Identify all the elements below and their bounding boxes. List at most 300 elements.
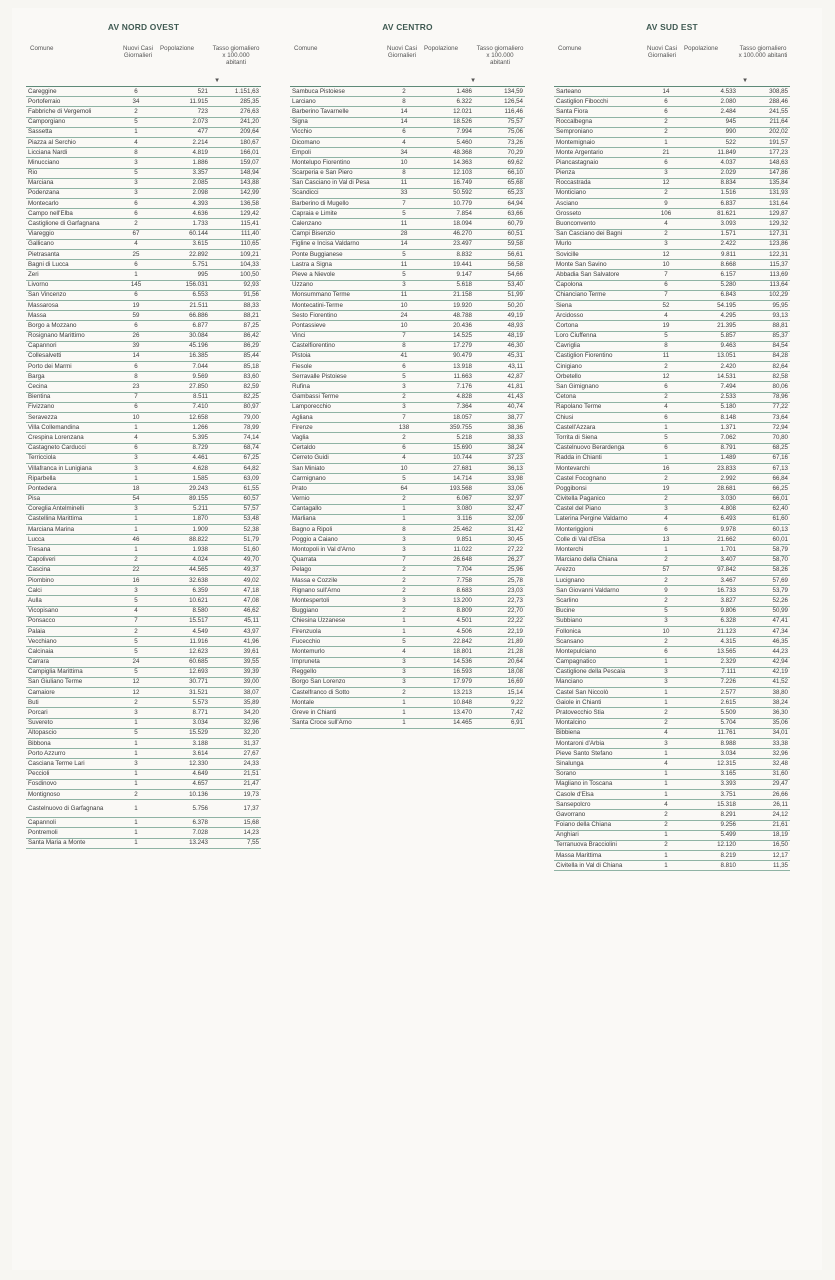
table-row [26, 443, 261, 453]
table-header [290, 40, 525, 87]
table-row [290, 616, 525, 626]
cell-nuovi-casi: 2 [386, 576, 422, 586]
table-row [554, 372, 790, 382]
cell-comune: Castelfranco di Sotto [290, 688, 386, 698]
cell-tasso: 67,13 [738, 463, 790, 473]
cell-tasso: 159,07 [210, 158, 261, 168]
table-row [290, 606, 525, 616]
cell-comune: Terricciola [26, 453, 114, 463]
cell-popolazione: 8.791 [686, 443, 738, 453]
col-tasso[interactable]: Tasso giornaliero x 100.000 abitanti [476, 45, 524, 66]
cell-nuovi-casi: 2 [646, 637, 686, 647]
table-row [26, 769, 261, 779]
cell-tasso: 122,31 [738, 250, 790, 260]
cell-nuovi-casi: 19 [646, 484, 686, 494]
cell-popolazione: 48.788 [422, 311, 474, 321]
cell-tasso: 59,58 [474, 239, 525, 249]
cell-nuovi-casi: 12 [646, 250, 686, 260]
table-row [290, 178, 525, 188]
cell-nuovi-casi: 1 [646, 779, 686, 789]
cell-popolazione: 7.111 [686, 667, 738, 677]
cell-tasso: 51,60 [210, 545, 261, 555]
cell-comune: Roccalbegna [554, 117, 646, 127]
cell-nuovi-casi: 2 [386, 586, 422, 596]
cell-nuovi-casi: 14 [386, 117, 422, 127]
cell-nuovi-casi: 5 [386, 270, 422, 280]
table-row [290, 596, 525, 606]
cell-popolazione: 990 [686, 127, 738, 137]
table-row [554, 586, 790, 596]
cell-comune: Santa Croce sull'Arno [290, 718, 386, 728]
table-row [554, 311, 790, 321]
cell-nuovi-casi: 18 [114, 484, 158, 494]
col-tasso[interactable]: Tasso giornaliero x 100.000 abitanti [738, 45, 788, 59]
table-row [554, 178, 790, 188]
table-row [554, 474, 790, 484]
table-row [554, 453, 790, 463]
cell-tasso: 58,26 [738, 565, 790, 575]
cell-tasso: 51,99 [474, 290, 525, 300]
cell-nuovi-casi: 4 [646, 759, 686, 769]
table-row [26, 759, 261, 769]
cell-nuovi-casi: 5 [646, 433, 686, 443]
cell-tasso: 38,33 [474, 433, 525, 443]
cell-tasso: 32,47 [474, 504, 525, 514]
cell-popolazione: 31.521 [158, 688, 210, 698]
col-popolazione[interactable]: Popolazione [160, 45, 195, 52]
panel-av-sud-est [554, 22, 790, 871]
cell-comune: Zeri [26, 270, 114, 280]
cell-comune: Porcari [26, 708, 114, 718]
cell-popolazione: 14.714 [422, 474, 474, 484]
cell-nuovi-casi: 2 [386, 494, 422, 504]
cell-comune: Gambassi Terme [290, 392, 386, 402]
cell-comune: Grosseto [554, 209, 646, 219]
cell-nuovi-casi: 34 [386, 148, 422, 158]
cell-tasso: 9,22 [474, 698, 525, 708]
cell-tasso: 191,57 [738, 137, 790, 147]
cell-popolazione: 22.842 [422, 637, 474, 647]
cell-popolazione: 10.621 [158, 596, 210, 606]
cell-popolazione: 3.467 [686, 576, 738, 586]
cell-popolazione: 11.761 [686, 728, 738, 738]
cell-popolazione: 60.685 [158, 657, 210, 667]
cell-nuovi-casi: 3 [386, 402, 422, 412]
cell-tasso: 209,64 [210, 127, 261, 137]
cell-nuovi-casi: 5 [386, 637, 422, 647]
cell-nuovi-casi: 3 [114, 759, 158, 769]
cell-tasso: 60,51 [474, 229, 525, 239]
cell-nuovi-casi: 2 [646, 820, 686, 830]
cell-tasso: 74,14 [210, 433, 261, 443]
table-row [26, 402, 261, 412]
cell-comune: San Giuliano Terme [26, 677, 114, 687]
cell-tasso: 7,55 [210, 838, 261, 848]
cell-comune: Cetona [554, 392, 646, 402]
cell-nuovi-casi: 14 [386, 107, 422, 117]
cell-nuovi-casi: 7 [646, 290, 686, 300]
cell-comune: Abbadia San Salvatore [554, 270, 646, 280]
cell-popolazione: 8.834 [686, 178, 738, 188]
cell-nuovi-casi: 6 [646, 97, 686, 107]
cell-popolazione: 21.662 [686, 535, 738, 545]
table-row [290, 688, 525, 698]
cell-tasso: 73,26 [474, 137, 525, 147]
cell-nuovi-casi: 5 [646, 606, 686, 616]
cell-comune: Pelago [290, 565, 386, 575]
table-row [554, 565, 790, 575]
cell-comune: Cortona [554, 321, 646, 331]
cell-nuovi-casi: 7 [114, 392, 158, 402]
table-row [290, 586, 525, 596]
cell-nuovi-casi: 1 [386, 718, 422, 728]
col-comune[interactable]: Comune [294, 45, 318, 52]
cell-popolazione: 12.103 [422, 168, 474, 178]
cell-nuovi-casi: 4 [386, 453, 422, 463]
col-popolazione[interactable]: Popolazione [424, 45, 459, 52]
cell-nuovi-casi: 1 [646, 545, 686, 555]
sort-desc-icon[interactable]: ▼ [470, 77, 477, 84]
cell-comune: Scarperia e San Piero [290, 168, 386, 178]
cell-tasso: 53,48 [210, 514, 261, 524]
cell-comune: Sansepolcro [554, 800, 646, 810]
cell-popolazione: 18.801 [422, 647, 474, 657]
cell-popolazione: 89.155 [158, 494, 210, 504]
table-row [26, 362, 261, 372]
cell-popolazione: 3.188 [158, 739, 210, 749]
cell-comune: Poggio a Caiano [290, 535, 386, 545]
cell-comune: Firenze [290, 423, 386, 433]
cell-nuovi-casi: 5 [114, 647, 158, 657]
cell-tasso: 20,64 [474, 657, 525, 667]
cell-comune: San Miniato [290, 463, 386, 473]
cell-nuovi-casi: 6 [114, 402, 158, 412]
cell-nuovi-casi: 2 [646, 555, 686, 565]
cell-nuovi-casi: 5 [386, 474, 422, 484]
table-row [554, 749, 790, 759]
cell-tasso: 25,96 [474, 565, 525, 575]
cell-popolazione: 13.243 [158, 838, 210, 848]
cell-tasso: 41,81 [474, 382, 525, 392]
cell-nuovi-casi: 4 [114, 606, 158, 616]
table-row [26, 107, 261, 117]
cell-tasso: 62,40 [738, 504, 790, 514]
cell-comune: Villa Collemandina [26, 423, 114, 433]
cell-nuovi-casi: 145 [114, 280, 158, 290]
table-row [26, 331, 261, 341]
cell-comune: Montemurlo [290, 647, 386, 657]
cell-comune: Scarlino [554, 596, 646, 606]
table-row [290, 219, 525, 229]
col-tasso[interactable]: Tasso giornaliero x 100.000 abitanti [212, 45, 260, 66]
cell-nuovi-casi: 2 [386, 688, 422, 698]
cell-popolazione: 18.094 [422, 219, 474, 229]
cell-comune: Reggello [290, 667, 386, 677]
cell-comune: Castel del Piano [554, 504, 646, 514]
cell-tasso: 39,55 [210, 657, 261, 667]
table-row [554, 280, 790, 290]
cell-comune: Poggibonsi [554, 484, 646, 494]
cell-popolazione: 11.022 [422, 545, 474, 555]
cell-nuovi-casi: 5 [114, 728, 158, 738]
cell-comune: Pratovecchio Stia [554, 708, 646, 718]
cell-comune: Arcidosso [554, 311, 646, 321]
cell-tasso: 32,20 [210, 728, 261, 738]
cell-comune: Prato [290, 484, 386, 494]
cell-comune: Anghiari [554, 830, 646, 840]
table-row [554, 769, 790, 779]
cell-tasso: 68,74 [210, 443, 261, 453]
cell-comune: Montecarlo [26, 199, 114, 209]
cell-tasso: 241,55 [738, 107, 790, 117]
cell-popolazione: 12.021 [422, 107, 474, 117]
cell-comune: Scansano [554, 637, 646, 647]
cell-comune: Marciana [26, 178, 114, 188]
cell-comune: Montemignaio [554, 137, 646, 147]
cell-tasso: 33,38 [738, 739, 790, 749]
cell-nuovi-casi: 5 [114, 596, 158, 606]
cell-comune: Foiano della Chiana [554, 820, 646, 830]
cell-comune: Certaldo [290, 443, 386, 453]
table-row [26, 677, 261, 687]
table-row [290, 576, 525, 586]
cell-nuovi-casi: 6 [386, 362, 422, 372]
table-row [554, 97, 790, 107]
cell-tasso: 26,66 [738, 789, 790, 799]
cell-comune: Buti [26, 698, 114, 708]
cell-comune: San Vincenzo [26, 290, 114, 300]
cell-tasso: 80,06 [738, 382, 790, 392]
table-row [26, 219, 261, 229]
cell-tasso: 27,67 [210, 749, 261, 759]
panel-av-nord-ovest [26, 22, 261, 849]
cell-comune: Bagni di Lucca [26, 260, 114, 270]
cell-comune: Villafranca in Lunigiana [26, 463, 114, 473]
table-row [290, 148, 525, 158]
cell-nuovi-casi: 24 [114, 657, 158, 667]
table-row [554, 596, 790, 606]
cell-tasso: 116,46 [474, 107, 525, 117]
cell-nuovi-casi: 41 [386, 351, 422, 361]
table-row [554, 484, 790, 494]
cell-popolazione: 723 [158, 107, 210, 117]
cell-popolazione: 522 [686, 137, 738, 147]
cell-comune: Siena [554, 300, 646, 310]
cell-nuovi-casi: 7 [386, 331, 422, 341]
col-nuovi-casi[interactable]: Nuovi Casi Giornalieri [647, 45, 677, 59]
data-table [26, 87, 261, 849]
table-row [26, 137, 261, 147]
cell-comune: Castiglione di Garfagnana [26, 219, 114, 229]
cell-nuovi-casi: 54 [114, 494, 158, 504]
table-row [26, 728, 261, 738]
table-row [554, 117, 790, 127]
cell-tasso: 26,27 [474, 555, 525, 565]
cell-tasso: 33,06 [474, 484, 525, 494]
cell-tasso: 38,77 [474, 413, 525, 423]
cell-nuovi-casi: 2 [646, 229, 686, 239]
cell-comune: Lucignano [554, 576, 646, 586]
table-row [554, 290, 790, 300]
table-row [554, 413, 790, 423]
sort-desc-icon[interactable]: ▼ [742, 77, 749, 84]
cell-nuovi-casi: 7 [386, 413, 422, 423]
table-header [26, 40, 261, 87]
col-comune[interactable]: Comune [30, 45, 54, 52]
cell-comune: Piombino [26, 576, 114, 586]
cell-popolazione: 5.857 [686, 331, 738, 341]
cell-popolazione: 8.291 [686, 810, 738, 820]
cell-comune: Signa [290, 117, 386, 127]
cell-popolazione: 6.322 [422, 97, 474, 107]
cell-nuovi-casi: 138 [386, 423, 422, 433]
cell-nuovi-casi: 6 [114, 199, 158, 209]
cell-nuovi-casi: 5 [114, 637, 158, 647]
cell-comune: Montevarchi [554, 463, 646, 473]
cell-tasso: 46,30 [474, 341, 525, 351]
cell-nuovi-casi: 1 [386, 504, 422, 514]
cell-tasso: 1.151,63 [210, 87, 261, 97]
cell-comune: Greve in Chianti [290, 708, 386, 718]
cell-comune: Montopoli in Val d'Arno [290, 545, 386, 555]
cell-popolazione: 3.614 [158, 749, 210, 759]
cell-comune: Altopascio [26, 728, 114, 738]
table-row [26, 239, 261, 249]
cell-popolazione: 14.536 [422, 657, 474, 667]
table-row [26, 647, 261, 657]
cell-tasso: 80,97 [210, 402, 261, 412]
cell-popolazione: 8.148 [686, 413, 738, 423]
cell-tasso: 126,54 [474, 97, 525, 107]
table-row [554, 168, 790, 178]
table-row [26, 321, 261, 331]
cell-popolazione: 10.136 [158, 789, 210, 799]
cell-nuovi-casi: 1 [646, 749, 686, 759]
cell-nuovi-casi: 8 [386, 525, 422, 535]
table-row [26, 667, 261, 677]
cell-comune: Aulla [26, 596, 114, 606]
cell-nuovi-casi: 1 [646, 861, 686, 871]
table-row [290, 525, 525, 535]
cell-popolazione: 2.484 [686, 107, 738, 117]
table-row [554, 820, 790, 830]
col-nuovi-casi[interactable]: Nuovi Casi Giornalieri [123, 45, 153, 59]
cell-comune: Fivizzano [26, 402, 114, 412]
cell-popolazione: 46.270 [422, 229, 474, 239]
table-row [290, 637, 525, 647]
cell-popolazione: 9.811 [686, 250, 738, 260]
cell-popolazione: 90.479 [422, 351, 474, 361]
table-header [554, 40, 790, 87]
cell-tasso: 6,91 [474, 718, 525, 728]
cell-popolazione: 4.037 [686, 158, 738, 168]
cell-popolazione: 7.410 [158, 402, 210, 412]
cell-popolazione: 7.044 [158, 362, 210, 372]
cell-popolazione: 10.848 [422, 698, 474, 708]
cell-popolazione: 21.123 [686, 626, 738, 636]
col-popolazione[interactable]: Popolazione [684, 45, 719, 52]
cell-comune: Gaiole in Chianti [554, 698, 646, 708]
cell-tasso: 109,21 [210, 250, 261, 260]
cell-comune: Campiglia Marittima [26, 667, 114, 677]
cell-tasso: 15,14 [474, 688, 525, 698]
cell-comune: Orbetello [554, 372, 646, 382]
table-row [290, 351, 525, 361]
cell-comune: Cantagallo [290, 504, 386, 514]
sort-desc-icon[interactable]: ▼ [214, 77, 221, 84]
cell-tasso: 36,30 [738, 708, 790, 718]
cell-tasso: 32,09 [474, 514, 525, 524]
cell-nuovi-casi: 23 [114, 382, 158, 392]
cell-nuovi-casi: 1 [646, 698, 686, 708]
cell-popolazione: 4.649 [158, 769, 210, 779]
table-row [554, 341, 790, 351]
cell-popolazione: 6.493 [686, 514, 738, 524]
cell-comune: Suvereto [26, 718, 114, 728]
cell-tasso: 82,64 [738, 362, 790, 372]
cell-nuovi-casi: 1 [646, 453, 686, 463]
cell-tasso: 68,25 [738, 443, 790, 453]
cell-popolazione: 5.499 [686, 830, 738, 840]
cell-tasso: 211,64 [738, 117, 790, 127]
cell-comune: Impruneta [290, 657, 386, 667]
cell-popolazione: 1.585 [158, 474, 210, 484]
table-row [290, 698, 525, 708]
cell-tasso: 134,59 [474, 87, 525, 97]
cell-popolazione: 15.529 [158, 728, 210, 738]
table-row [290, 239, 525, 249]
table-row [554, 728, 790, 738]
cell-comune: Minucciano [26, 158, 114, 168]
table-row [290, 484, 525, 494]
cell-tasso: 36,13 [474, 463, 525, 473]
cell-nuovi-casi: 3 [386, 677, 422, 687]
cell-popolazione: 28.681 [686, 484, 738, 494]
cell-comune: Massa e Cozzile [290, 576, 386, 586]
cell-tasso: 32,48 [738, 759, 790, 769]
cell-nuovi-casi: 3 [386, 657, 422, 667]
table-row [290, 290, 525, 300]
cell-nuovi-casi: 16 [646, 463, 686, 473]
col-comune[interactable]: Comune [558, 45, 582, 52]
cell-tasso: 25,78 [474, 576, 525, 586]
cell-popolazione: 5.280 [686, 280, 738, 290]
cell-nuovi-casi: 11 [386, 219, 422, 229]
table-row [554, 677, 790, 687]
cell-nuovi-casi: 12 [114, 688, 158, 698]
cell-nuovi-casi: 2 [646, 840, 686, 850]
cell-nuovi-casi: 2 [646, 127, 686, 137]
col-nuovi-casi[interactable]: Nuovi Casi Giornalieri [387, 45, 417, 59]
cell-nuovi-casi: 1 [114, 127, 158, 137]
table-row [554, 209, 790, 219]
cell-nuovi-casi: 2 [646, 362, 686, 372]
cell-comune: Rosignano Marittimo [26, 331, 114, 341]
cell-popolazione: 12.623 [158, 647, 210, 657]
cell-tasso: 288,46 [738, 97, 790, 107]
cell-nuovi-casi: 1 [646, 137, 686, 147]
cell-comune: Vicopisano [26, 606, 114, 616]
table-row [554, 647, 790, 657]
cell-popolazione: 4.024 [158, 555, 210, 565]
cell-tasso: 37,23 [474, 453, 525, 463]
cell-nuovi-casi: 64 [386, 484, 422, 494]
cell-tasso: 39,39 [210, 667, 261, 677]
cell-nuovi-casi: 3 [646, 739, 686, 749]
cell-popolazione: 13.213 [422, 688, 474, 698]
cell-popolazione: 14.465 [422, 718, 474, 728]
cell-comune: Dicomano [290, 137, 386, 147]
